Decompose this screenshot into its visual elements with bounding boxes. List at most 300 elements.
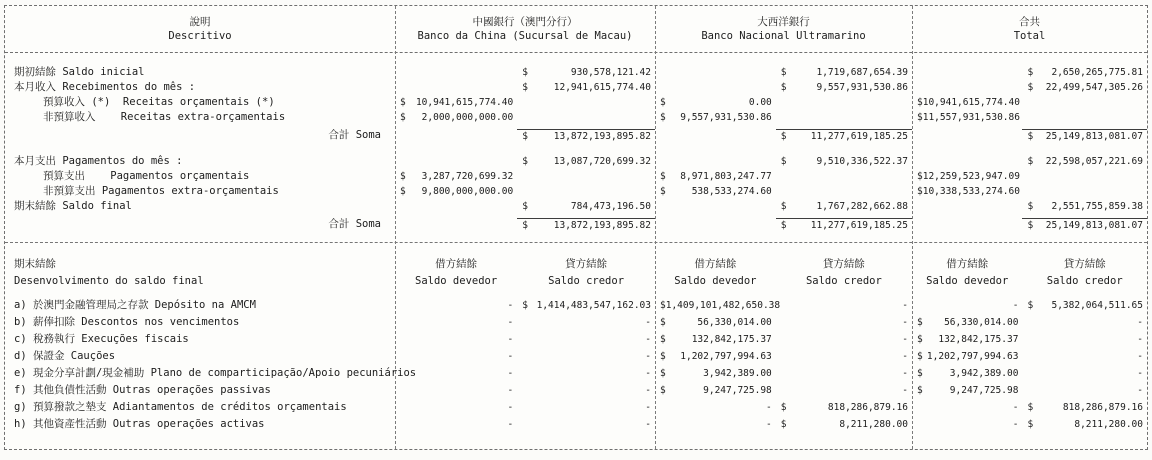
table-row [5, 81, 1147, 96]
bank-amounts [912, 418, 1147, 435]
amount-value: - [507, 334, 514, 345]
amount-cell [395, 367, 517, 384]
bank-amounts [655, 170, 912, 185]
balance-breakdown-title [5, 256, 395, 292]
bnu-subheaders [655, 256, 912, 292]
amount-value: 9,557,931,530.86 [816, 82, 908, 93]
row-label: 期末結餘 Saldo final [14, 200, 132, 212]
amount-cell [1022, 81, 1147, 96]
row-label: h) 其他資產性活動 Outras operações activas [14, 418, 265, 430]
amount-value: 12,259,523,947.09 [922, 171, 1020, 182]
table-row [5, 367, 1147, 384]
currency-symbol: $ [522, 201, 528, 212]
header-descritivo-zh: 說明 [189, 16, 211, 28]
bank-amounts [655, 384, 912, 401]
bank-amounts [655, 129, 912, 144]
amount-cell [517, 200, 655, 215]
currency-symbol: $ [660, 385, 666, 396]
bank-amounts [395, 316, 655, 333]
currency-symbol: $ [522, 131, 528, 142]
bank-amounts [912, 350, 1147, 367]
amount-cell [655, 200, 776, 215]
amount-value: 10,941,615,774.40 [415, 97, 514, 108]
amount-cell [395, 299, 517, 316]
amount-cell [776, 155, 912, 170]
amount-value: - [507, 402, 514, 413]
currency-symbol: $ [1027, 402, 1034, 413]
amount-cell [776, 81, 912, 96]
amount-cell [912, 384, 1022, 401]
payments-section [5, 155, 1147, 233]
bank-amounts [395, 185, 655, 200]
row-label: 預算支出 Pagamentos orçamentais [43, 170, 250, 182]
amount-value: - [507, 300, 514, 311]
row-label: 期初結餘 Saldo inicial [14, 66, 145, 78]
amount-value: 818,286,879.16 [1062, 402, 1143, 413]
amount-cell [776, 170, 912, 185]
amount-value: 11,277,619,185.25 [810, 220, 908, 231]
bank-amounts [912, 299, 1147, 316]
bnu-credit-subheader [776, 256, 912, 292]
amount-value: 2,551,755,859.38 [1051, 201, 1143, 212]
currency-symbol: $ [780, 419, 787, 430]
currency-symbol: $ [400, 97, 406, 108]
row-label: 非預算支出 Pagamentos extra-orçamentais [43, 185, 279, 197]
balance-breakdown-rows [5, 299, 1147, 435]
amount-cell [655, 111, 776, 126]
amount-cell [776, 333, 912, 350]
bank-amounts [655, 367, 912, 384]
amount-cell [395, 170, 517, 185]
row-label: d) 保證金 Cauções [14, 350, 116, 362]
currency-symbol: $ [917, 112, 923, 123]
debit-label-zh: 借方結餘 [435, 258, 478, 270]
amount-value: 8,211,280.00 [1074, 419, 1143, 430]
currency-symbol: $ [522, 82, 528, 93]
currency-symbol: $ [660, 351, 666, 362]
bank-amounts [395, 333, 655, 350]
amount-cell [1022, 200, 1147, 215]
amount-cell [912, 367, 1022, 384]
currency-symbol: $ [522, 67, 528, 78]
amount-value: 3,942,389.00 [703, 368, 772, 379]
amount-value: 784,473,196.50 [570, 201, 651, 212]
currency-symbol: $ [1027, 220, 1034, 231]
currency-symbol: $ [780, 67, 787, 78]
amount-cell [776, 96, 912, 111]
bank-amounts [655, 333, 912, 350]
currency-symbol: $ [1027, 131, 1034, 142]
amount-value: 1,409,101,482,650.38 [665, 300, 781, 311]
amount-value: 8,971,803,247.77 [680, 171, 772, 182]
bank-amounts [395, 66, 655, 81]
amount-value: - [645, 334, 651, 345]
boc-subheaders [395, 256, 655, 292]
table-row [5, 333, 1147, 350]
credit-label-pt: Saldo credor [548, 275, 625, 287]
amount-value: 9,247,725.98 [703, 385, 772, 396]
row-label: b) 薪俸扣除 Descontos nos vencimentos [14, 316, 240, 328]
row-label: e) 現金分享計劃/現金補助 Plano de comparticipação/Apoio pecuniários [14, 367, 417, 379]
amount-value: - [507, 419, 514, 430]
table-row [5, 299, 1147, 316]
balance-breakdown-title-zh: 期末結餘 [14, 258, 56, 270]
bank-amounts [655, 96, 912, 111]
balance-breakdown-header [5, 256, 1147, 292]
amount-cell [517, 350, 655, 367]
balance-breakdown-title-pt: Desenvolvimento do saldo final [14, 275, 204, 287]
amount-cell [912, 96, 1022, 111]
amount-value: 5,382,064,511.65 [1051, 300, 1143, 311]
amount-value: - [1137, 368, 1143, 379]
amount-value: - [1137, 317, 1143, 328]
amount-value: - [645, 317, 651, 328]
amount-cell [395, 333, 517, 350]
amount-cell [1022, 333, 1147, 350]
amount-cell [912, 185, 1022, 200]
amount-cell [912, 111, 1022, 126]
credit-label-zh: 貸方結餘 [822, 258, 865, 270]
table-row [5, 401, 1147, 418]
currency-symbol: $ [917, 334, 923, 345]
amount-value: 1,202,797,994.63 [926, 351, 1019, 362]
bank-amounts [912, 367, 1147, 384]
currency-symbol: $ [660, 186, 666, 197]
amount-cell [655, 155, 776, 170]
bank-amounts [912, 384, 1147, 401]
amount-cell [776, 129, 912, 144]
treasury-statement-table [4, 5, 1148, 450]
header-total [912, 6, 1147, 52]
amount-cell [776, 401, 912, 418]
amount-cell [655, 66, 776, 81]
currency-symbol: $ [917, 171, 923, 182]
row-label: c) 稅務執行 Execuções fiscais [14, 333, 189, 345]
row-label: g) 預算撥款之墊支 Adiantamentos de créditos orçamentais [14, 401, 347, 413]
boc-credit-subheader [517, 256, 655, 292]
amount-cell [1022, 418, 1147, 435]
amount-cell [1022, 155, 1147, 170]
bank-amounts [912, 401, 1147, 418]
total-debit-subheader [912, 256, 1022, 292]
amount-value: 11,277,619,185.25 [810, 131, 908, 142]
amount-cell [655, 96, 776, 111]
currency-symbol: $ [917, 97, 923, 108]
amount-cell [776, 384, 912, 401]
section-divider-line [5, 242, 1147, 243]
amount-value: 3,287,720,699.32 [421, 171, 514, 182]
table-row [5, 170, 1147, 185]
total-credit-subheader [1022, 256, 1147, 292]
bank-amounts [912, 129, 1147, 144]
currency-symbol: $ [917, 351, 923, 362]
bank-amounts [655, 111, 912, 126]
bank-amounts [395, 111, 655, 126]
table-row [5, 350, 1147, 367]
bank-amounts [395, 170, 655, 185]
amount-cell [655, 170, 776, 185]
amount-cell [395, 316, 517, 333]
bank-amounts [912, 81, 1147, 96]
amount-cell [655, 299, 781, 316]
amount-value: 9,510,336,522.37 [816, 156, 908, 167]
amount-value: 13,087,720,699.32 [553, 156, 651, 167]
amount-cell [655, 333, 776, 350]
amount-cell [517, 170, 655, 185]
amount-cell [655, 384, 776, 401]
amount-value: 8,211,280.00 [839, 419, 908, 430]
currency-symbol: $ [660, 112, 666, 123]
bank-amounts [395, 81, 655, 96]
amount-cell [517, 96, 655, 111]
currency-symbol: $ [917, 317, 923, 328]
amount-cell [517, 299, 655, 316]
amount-value: - [902, 385, 908, 396]
amount-value: - [645, 351, 651, 362]
table-row [5, 129, 1147, 144]
amount-value: 12,941,615,774.40 [553, 82, 651, 93]
amount-cell [912, 333, 1022, 350]
bank-amounts [912, 316, 1147, 333]
amount-value: - [1137, 351, 1143, 362]
amount-value: 1,767,282,662.88 [816, 201, 908, 212]
amount-cell [912, 401, 1022, 418]
table-row [5, 200, 1147, 215]
bank-amounts [395, 129, 655, 144]
row-label: a) 於澳門金融管理局之存款 Depósito na AMCM [14, 299, 256, 311]
amount-cell [1022, 367, 1147, 384]
header-bnu-pt: Banco Nacional Ultramarino [701, 30, 866, 42]
table-row [5, 66, 1147, 81]
amount-value: 1,414,483,547,162.03 [536, 300, 651, 311]
currency-symbol: $ [780, 156, 787, 167]
amount-cell [395, 350, 517, 367]
amount-value: - [645, 402, 651, 413]
amount-value: 930,578,121.42 [570, 67, 651, 78]
amount-cell [912, 170, 1022, 185]
currency-symbol: $ [660, 368, 666, 379]
amount-value: - [507, 317, 514, 328]
amount-cell [912, 299, 1022, 316]
amount-cell [655, 218, 776, 233]
credit-label-zh: 貸方結餘 [565, 258, 608, 270]
bank-amounts [395, 350, 655, 367]
amount-cell [1022, 218, 1147, 233]
header-bnu-zh: 大西洋銀行 [757, 16, 810, 28]
bank-amounts [395, 96, 655, 111]
bank-amounts [655, 418, 912, 435]
amount-cell [1022, 111, 1147, 126]
amount-cell [517, 66, 655, 81]
amount-cell [655, 350, 776, 367]
currency-symbol: $ [1027, 300, 1034, 311]
amount-cell [1022, 66, 1147, 81]
amount-value: 56,330,014.00 [697, 317, 772, 328]
currency-symbol: $ [917, 186, 923, 197]
row-label: 本月支出 Pagamentos do mês : [14, 155, 183, 167]
amount-cell [776, 316, 912, 333]
bank-amounts [912, 96, 1147, 111]
currency-symbol: $ [917, 385, 923, 396]
amount-value: 13,872,193,895.82 [553, 131, 651, 142]
amount-cell [395, 129, 517, 144]
currency-symbol: $ [1027, 156, 1034, 167]
amount-value: 25,149,813,081.07 [1045, 131, 1143, 142]
amount-value: - [645, 385, 651, 396]
amount-cell [776, 367, 912, 384]
row-label: 非預算收入 Receitas extra-orçamentais [43, 111, 286, 123]
bank-amounts [912, 111, 1147, 126]
currency-symbol: $ [522, 300, 528, 311]
bank-amounts [655, 81, 912, 96]
bank-amounts [395, 299, 655, 316]
debit-label-zh: 借方結餘 [694, 258, 737, 270]
amount-value: 22,598,057,221.69 [1045, 156, 1143, 167]
amount-cell [517, 81, 655, 96]
amount-value: 0.00 [748, 97, 772, 108]
amount-cell [395, 155, 517, 170]
bank-amounts [655, 316, 912, 333]
bank-amounts [912, 170, 1147, 185]
amount-value: - [1137, 334, 1143, 345]
currency-symbol: $ [780, 402, 787, 413]
currency-symbol: $ [780, 201, 787, 212]
header-banco-da-china-zh: 中國銀行（澳門分行） [472, 16, 578, 28]
debit-label-pt: Saldo devedor [674, 275, 757, 287]
bank-amounts [655, 401, 912, 418]
bank-amounts [655, 218, 912, 233]
table-row [5, 96, 1147, 111]
credit-label-pt: Saldo credor [805, 275, 882, 287]
bank-amounts [912, 185, 1147, 200]
row-label: 預算收入 (*) Receitas orçamentais (*) [43, 96, 275, 108]
row-label: f) 其他負債性活動 Outras operações passivas [14, 384, 271, 396]
bank-amounts [655, 185, 912, 200]
amount-value: - [645, 368, 651, 379]
currency-symbol: $ [400, 112, 406, 123]
bank-amounts [912, 218, 1147, 233]
credit-label-zh: 貸方結餘 [1063, 258, 1106, 270]
amount-value: 2,650,265,775.81 [1051, 67, 1143, 78]
amount-cell [517, 384, 655, 401]
bank-amounts [912, 333, 1147, 350]
amount-cell [395, 185, 517, 200]
amount-cell [517, 418, 655, 435]
currency-symbol: $ [522, 156, 528, 167]
column-divider [395, 6, 396, 449]
bank-amounts [912, 155, 1147, 170]
amount-cell [655, 129, 776, 144]
amount-cell [517, 218, 655, 233]
table-row [5, 185, 1147, 200]
amount-value: - [902, 351, 908, 362]
amount-cell [1022, 384, 1147, 401]
amount-value: 818,286,879.16 [827, 402, 908, 413]
amount-cell [517, 367, 655, 384]
currency-symbol: $ [660, 97, 666, 108]
amount-value: - [902, 300, 908, 311]
currency-symbol: $ [917, 368, 923, 379]
currency-symbol: $ [522, 220, 528, 231]
amount-cell [912, 129, 1022, 144]
currency-symbol: $ [1027, 67, 1034, 78]
row-label: 本月收入 Recebimentos do mês : [14, 81, 196, 93]
bank-amounts [395, 367, 655, 384]
amount-value: - [507, 351, 514, 362]
amount-value: - [507, 368, 514, 379]
debit-label-zh: 借方結餘 [946, 258, 989, 270]
table-row [5, 218, 1147, 233]
currency-symbol: $ [780, 131, 787, 142]
amount-cell [395, 81, 517, 96]
table-row [5, 155, 1147, 170]
amount-cell [912, 200, 1022, 215]
debit-label-pt: Saldo devedor [415, 275, 498, 287]
bank-amounts [395, 155, 655, 170]
bank-amounts [655, 299, 912, 316]
bank-amounts [655, 155, 912, 170]
currency-symbol: $ [780, 220, 787, 231]
amount-cell [912, 66, 1022, 81]
amount-cell [912, 155, 1022, 170]
amount-value: 132,842,175.37 [691, 334, 772, 345]
amount-cell [655, 316, 776, 333]
amount-cell [912, 218, 1022, 233]
amount-cell [1022, 401, 1147, 418]
amount-cell [912, 350, 1022, 367]
bank-amounts [395, 218, 655, 233]
amount-cell [1022, 299, 1147, 316]
header-bnu [655, 6, 912, 52]
column-divider [655, 6, 656, 449]
amount-cell [517, 401, 655, 418]
header-total-zh: 合共 [1019, 16, 1040, 28]
amount-cell [776, 185, 912, 200]
amount-cell [912, 316, 1022, 333]
amount-value: 13,872,193,895.82 [553, 220, 651, 231]
currency-symbol: $ [400, 186, 406, 197]
currency-symbol: $ [660, 317, 666, 328]
amount-value: 9,800,000,000.00 [421, 186, 514, 197]
amount-value: 2,000,000,000.00 [421, 112, 514, 123]
amount-cell [395, 200, 517, 215]
amount-value: - [1012, 419, 1019, 430]
amount-value: 25,149,813,081.07 [1045, 220, 1143, 231]
amount-value: 10,338,533,274.60 [922, 186, 1020, 197]
amount-value: 10,941,615,774.40 [922, 97, 1020, 108]
amount-cell [776, 200, 912, 215]
currency-symbol: $ [1027, 82, 1034, 93]
amount-cell [912, 418, 1022, 435]
amount-value: 3,942,389.00 [949, 368, 1019, 379]
amount-value: - [902, 334, 908, 345]
amount-cell [395, 418, 517, 435]
table-row [5, 418, 1147, 435]
total-subheaders [912, 256, 1147, 292]
amount-value: - [645, 419, 651, 430]
amount-cell [655, 401, 776, 418]
amount-value: - [1012, 402, 1019, 413]
bank-amounts [655, 200, 912, 215]
amount-cell [655, 367, 776, 384]
table-row [5, 316, 1147, 333]
amount-cell [517, 185, 655, 200]
currency-symbol: $ [660, 171, 666, 182]
header-descritivo-pt: Descritivo [168, 30, 232, 42]
amount-cell [517, 111, 655, 126]
debit-label-pt: Saldo devedor [926, 275, 1009, 287]
amount-cell [1022, 185, 1147, 200]
